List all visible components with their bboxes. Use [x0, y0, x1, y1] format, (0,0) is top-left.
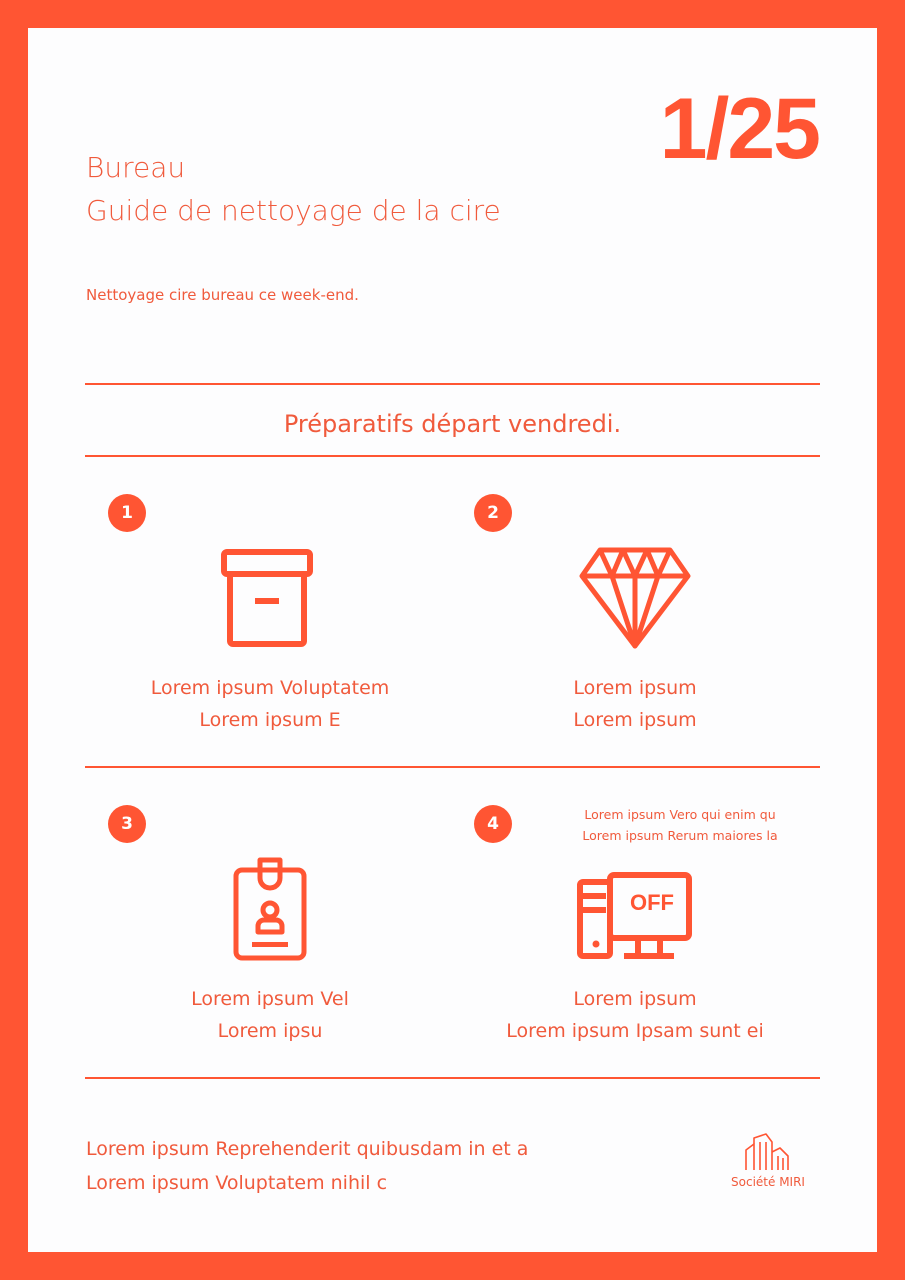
section-heading: Préparatifs départ vendredi.	[283, 410, 622, 438]
item-3-caption	[90, 983, 450, 1047]
note-line: Lorem ipsum Rerum maiores la	[582, 828, 778, 843]
caption-line: Lorem ipsum Voluptatem	[150, 677, 390, 699]
caption-line: Lorem ipsum E	[199, 709, 341, 731]
subtitle: Nettoyage cire bureau ce week-end.	[86, 286, 359, 304]
company-logo	[728, 1132, 808, 1189]
page-number: 1/25	[659, 81, 819, 177]
item-1-caption	[90, 672, 450, 736]
page-title	[86, 146, 501, 232]
footer-text	[86, 1132, 528, 1200]
company-name: Société MIRI	[731, 1175, 805, 1189]
note-line: Lorem ipsum Vero qui enim qu	[584, 807, 776, 822]
off-label: OFF	[630, 890, 674, 915]
archive-box-icon	[220, 548, 314, 648]
caption-line: Lorem ipsum	[573, 988, 697, 1010]
caption-line: Lorem ipsum Ipsam sunt ei	[506, 1020, 764, 1042]
caption-line: Lorem ipsum Vel	[191, 988, 349, 1010]
step-badge-2: 2	[474, 494, 512, 532]
computer-off-icon	[576, 872, 694, 962]
divider	[85, 1077, 820, 1079]
item-2-caption	[455, 672, 815, 736]
divider	[85, 455, 820, 457]
footer-line: Lorem ipsum Reprehenderit quibusdam in et a	[86, 1138, 529, 1160]
caption-line: Lorem ipsum	[573, 709, 697, 731]
item-4-caption	[455, 983, 815, 1047]
divider	[85, 766, 820, 768]
id-badge-icon	[232, 856, 308, 962]
step-badge-3: 3	[108, 805, 146, 843]
divider	[85, 383, 820, 385]
document-page	[28, 28, 877, 1252]
buildings-icon	[744, 1132, 792, 1172]
step-badge-4: 4	[474, 805, 512, 843]
diamond-icon	[578, 546, 692, 650]
footer-line: Lorem ipsum Voluptatem nihil c	[86, 1172, 388, 1194]
title-line-2: Guide de nettoyage de la cire	[86, 194, 501, 227]
caption-line: Lorem ipsum	[573, 677, 697, 699]
item-4-note	[550, 804, 810, 846]
step-badge-1: 1	[108, 494, 146, 532]
title-line-1: Bureau	[86, 151, 186, 184]
caption-line: Lorem ipsu	[217, 1020, 323, 1042]
